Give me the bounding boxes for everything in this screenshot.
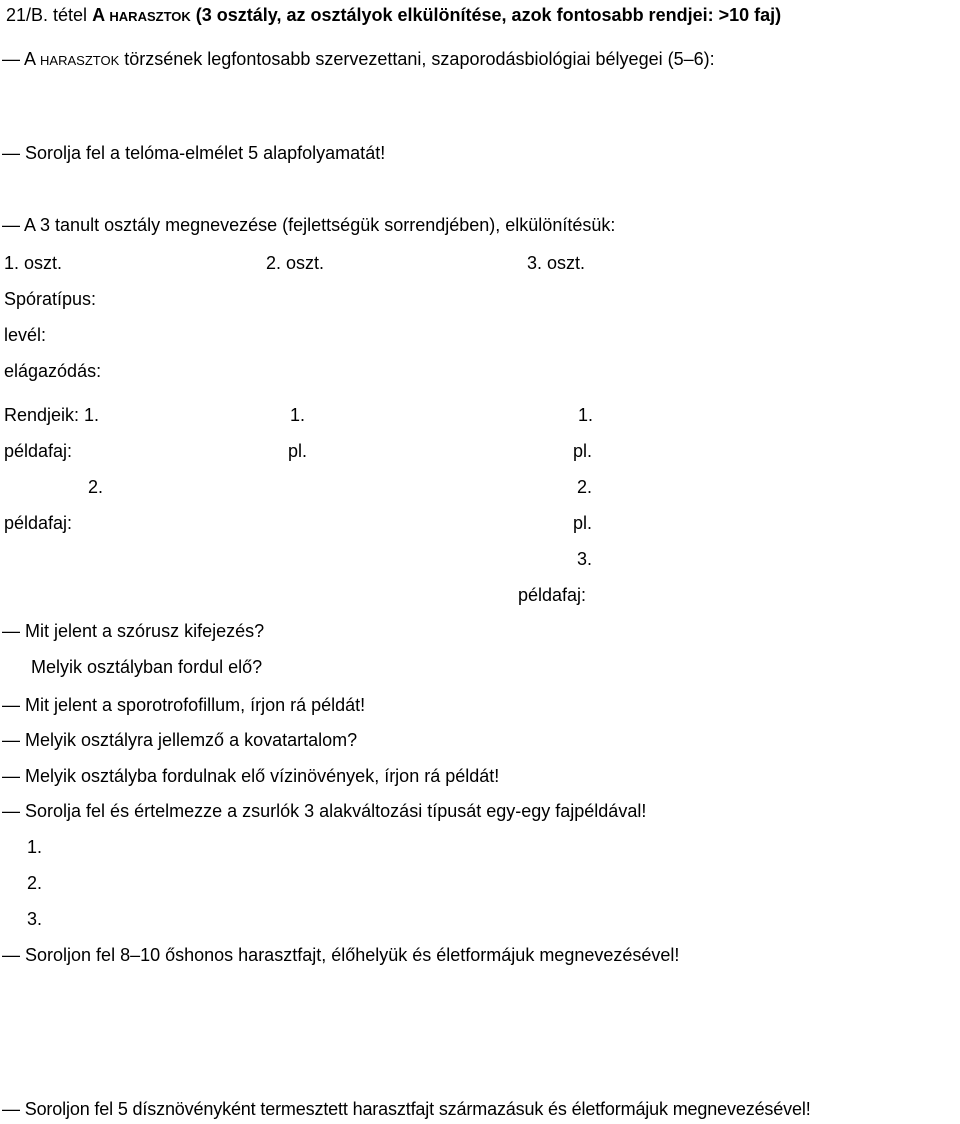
row-level: levél:	[4, 325, 47, 345]
question-2: — Sorolja fel a telóma-elmélet 5 alapfolyamatát!	[2, 143, 386, 163]
dash: —	[2, 766, 20, 786]
col2-pl-1: pl.	[288, 441, 308, 461]
question-5: — Mit jelent a sporotrofofillum, írjon rá példát!	[2, 695, 366, 715]
question-1: — A harasztok törzsének legfontosabb szervezettani, szaporodásbiológiai bélyegei (5–6):	[2, 49, 715, 69]
dash: —	[2, 801, 20, 821]
col2-order-1: 1.	[290, 405, 306, 425]
dash: —	[2, 215, 20, 235]
list-item: 1.	[27, 837, 43, 857]
list-item: 2.	[27, 873, 43, 893]
col3-order-1: 1.	[578, 405, 594, 425]
list-item: 3.	[27, 909, 43, 929]
dash: —	[2, 1099, 20, 1119]
col3-order-3: 3.	[577, 549, 593, 569]
col1-header: 1. oszt.	[4, 253, 63, 273]
question-8: — Sorolja fel és értelmezze a zsurlók 3 alakváltozási típusát egy-egy fajpéldával!	[2, 801, 647, 821]
dash: —	[2, 945, 20, 965]
question-3: — A 3 tanult osztály megnevezése (fejlettségük sorrendjében), elkülönítésük:	[2, 215, 616, 235]
dash: —	[2, 49, 20, 69]
col1-peldafaj-1: példafaj:	[4, 441, 73, 461]
row-sporatipus: Spóratípus:	[4, 289, 97, 309]
col3-header: 3. oszt.	[527, 253, 586, 273]
page-title: 21/B. tétel A harasztok (3 osztály, az osztályok elkülönítése, azok fontosabb rendjei: >10 faj)	[6, 5, 782, 25]
col3-order-2: 2.	[577, 477, 593, 497]
dash: —	[2, 730, 20, 750]
dash: —	[2, 695, 20, 715]
question-10: — Soroljon fel 5 dísznövényként termesztett harasztfajt származásuk és életformájuk megnevezésével!	[2, 1099, 811, 1119]
question-4: — Mit jelent a szórusz kifejezés?	[2, 621, 265, 641]
dash: —	[2, 621, 20, 641]
question-7: — Melyik osztályba fordulnak elő vízinövények, írjon rá példát!	[2, 766, 500, 786]
question-6: — Melyik osztályra jellemző a kovatartalom?	[2, 730, 358, 750]
rendjeik-label: Rendjeik: 1.	[4, 405, 100, 425]
row-elagazodas: elágazódás:	[4, 361, 102, 381]
question-4b: Melyik osztályban fordul elő?	[31, 657, 263, 677]
col3-peldafaj: példafaj:	[518, 585, 587, 605]
col3-pl-2: pl.	[573, 513, 593, 533]
dash: —	[2, 143, 20, 163]
col2-header: 2. oszt.	[266, 253, 325, 273]
col1-peldafaj-2: példafaj:	[4, 513, 73, 533]
question-9: — Soroljon fel 8–10 őshonos harasztfajt, élőhelyük és életformájuk megnevezésével!	[2, 945, 680, 965]
col3-pl-1: pl.	[573, 441, 593, 461]
col1-order-2: 2.	[88, 477, 104, 497]
